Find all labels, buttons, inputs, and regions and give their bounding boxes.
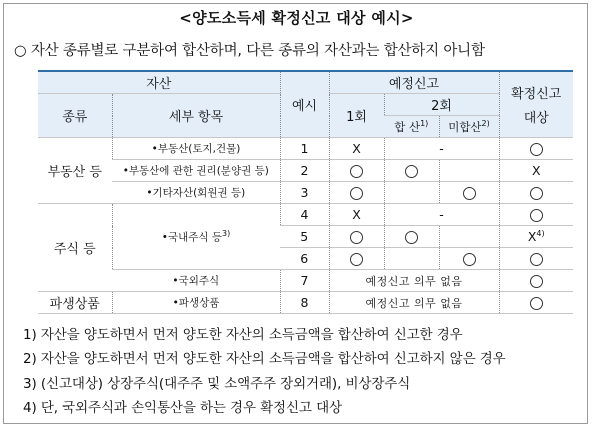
header-first: 1회 [329, 94, 384, 138]
example-table [38, 70, 573, 314]
header-second: 2회 [384, 94, 499, 116]
circle-icon [530, 275, 543, 288]
category-derivatives: 파생상품 [38, 292, 112, 314]
cell-final [499, 204, 573, 226]
table-row [38, 270, 573, 292]
item-label: •파생상품 [112, 292, 280, 314]
cell-not-combined [439, 182, 499, 204]
footnote: 3) (신고대상) 상장주식(대주주 및 소액주주 장외거래), 비상장주식 [23, 375, 411, 392]
example-number: 7 [280, 270, 329, 292]
example-number: 3 [280, 182, 329, 204]
circle-icon [350, 231, 363, 244]
circle-icon [463, 253, 476, 266]
example-number: 1 [280, 138, 329, 160]
cell-final [499, 182, 573, 204]
cell-final: X [499, 160, 573, 182]
circle-icon [530, 297, 543, 310]
header-asset: 자산 [38, 71, 280, 94]
table-row [38, 292, 573, 314]
circle-icon [530, 253, 543, 266]
example-number: 2 [280, 160, 329, 182]
header-example: 예시 [280, 71, 329, 138]
cell-final [499, 138, 573, 160]
header-not-combined-label: 미합산 [448, 119, 482, 134]
circle-icon [463, 187, 476, 200]
cell-final [499, 226, 573, 248]
table-row [38, 160, 573, 182]
item-label: •부동산(토지,건물) [112, 138, 280, 160]
item-label: •기타자산(회원권 등) [112, 182, 280, 204]
header-final-line1: 확정신고 [511, 87, 562, 102]
cell-note: 예정신고 의무 없음 [329, 270, 499, 292]
cell-combined [384, 226, 439, 248]
footnote: 4) 단, 국외주식과 손익통산을 하는 경우 확정신고 대상 [23, 399, 342, 416]
cell-not-combined [439, 226, 499, 248]
cell-first [329, 248, 384, 270]
table-row [38, 182, 573, 204]
item-label [112, 204, 280, 270]
cell-first: X [329, 138, 384, 160]
circle-icon [350, 187, 363, 200]
cell-note: 예정신고 의무 없음 [329, 292, 499, 314]
header-prelim: 예정신고 [329, 71, 499, 94]
cell-first [329, 226, 384, 248]
circle-icon [405, 231, 418, 244]
item-label: •부동산에 관한 권리(분양권 등) [112, 160, 280, 182]
cell-first: X [329, 204, 384, 226]
cell-combined [384, 182, 439, 204]
cell-combined [384, 160, 439, 182]
circle-icon [405, 165, 418, 178]
header-row-1 [38, 71, 573, 94]
example-number: 5 [280, 226, 329, 248]
circle-icon [530, 143, 543, 156]
circle-icon [530, 209, 543, 222]
category-real-estate: 부동산 등 [38, 138, 112, 204]
item-domestic-label: •국내주식 등 [161, 231, 223, 244]
header-combined-label: 합 산 [394, 119, 421, 134]
example-number: 6 [280, 248, 329, 270]
cell-final-mark: X [527, 229, 537, 245]
footnote: 1) 자산을 양도하면서 먼저 양도한 자산의 소득금액을 합산하여 신고한 경우 [23, 327, 463, 343]
cell-final-sup: 4) [536, 228, 545, 238]
header-type: 종류 [38, 94, 112, 138]
cell-final [499, 270, 573, 292]
header-combined [384, 116, 439, 138]
header-final [499, 71, 573, 138]
header-not-combined-sup: 2) [481, 118, 490, 128]
footnotes [23, 323, 588, 420]
cell-second-merged: - [384, 204, 499, 226]
cell-second-merged: - [384, 138, 499, 160]
cell-combined [384, 248, 439, 270]
intro-text: ○ 자산 종류별로 구분하여 합산하며, 다른 종류의 자산과는 합산하지 아니함 [14, 43, 485, 59]
table-row [38, 204, 573, 226]
example-number: 8 [280, 292, 329, 314]
item-label: •국외주식 [112, 270, 280, 292]
item-domestic-sup: 3) [222, 228, 231, 238]
header-combined-sup: 1) [420, 118, 429, 128]
circle-icon [530, 187, 543, 200]
example-number: 4 [280, 204, 329, 226]
cell-final [499, 292, 573, 314]
footnote: 2) 자산을 양도하면서 먼저 양도한 자산의 소득금액을 합산하여 신고하지 않은 경우 [23, 351, 506, 368]
category-stocks: 주식 등 [38, 204, 112, 292]
header-not-combined [439, 116, 499, 138]
cell-not-combined [439, 160, 499, 182]
cell-not-combined [439, 248, 499, 270]
cell-first [329, 182, 384, 204]
cell-first [329, 160, 384, 182]
cell-final [499, 248, 573, 270]
circle-icon [350, 165, 363, 178]
header-final-line2: 대상 [523, 111, 549, 126]
header-detail: 세부 항목 [112, 94, 280, 138]
circle-icon [350, 253, 363, 266]
table-row [38, 138, 573, 160]
page-title: <양도소득세 확정신고 대상 예시> [179, 9, 414, 27]
